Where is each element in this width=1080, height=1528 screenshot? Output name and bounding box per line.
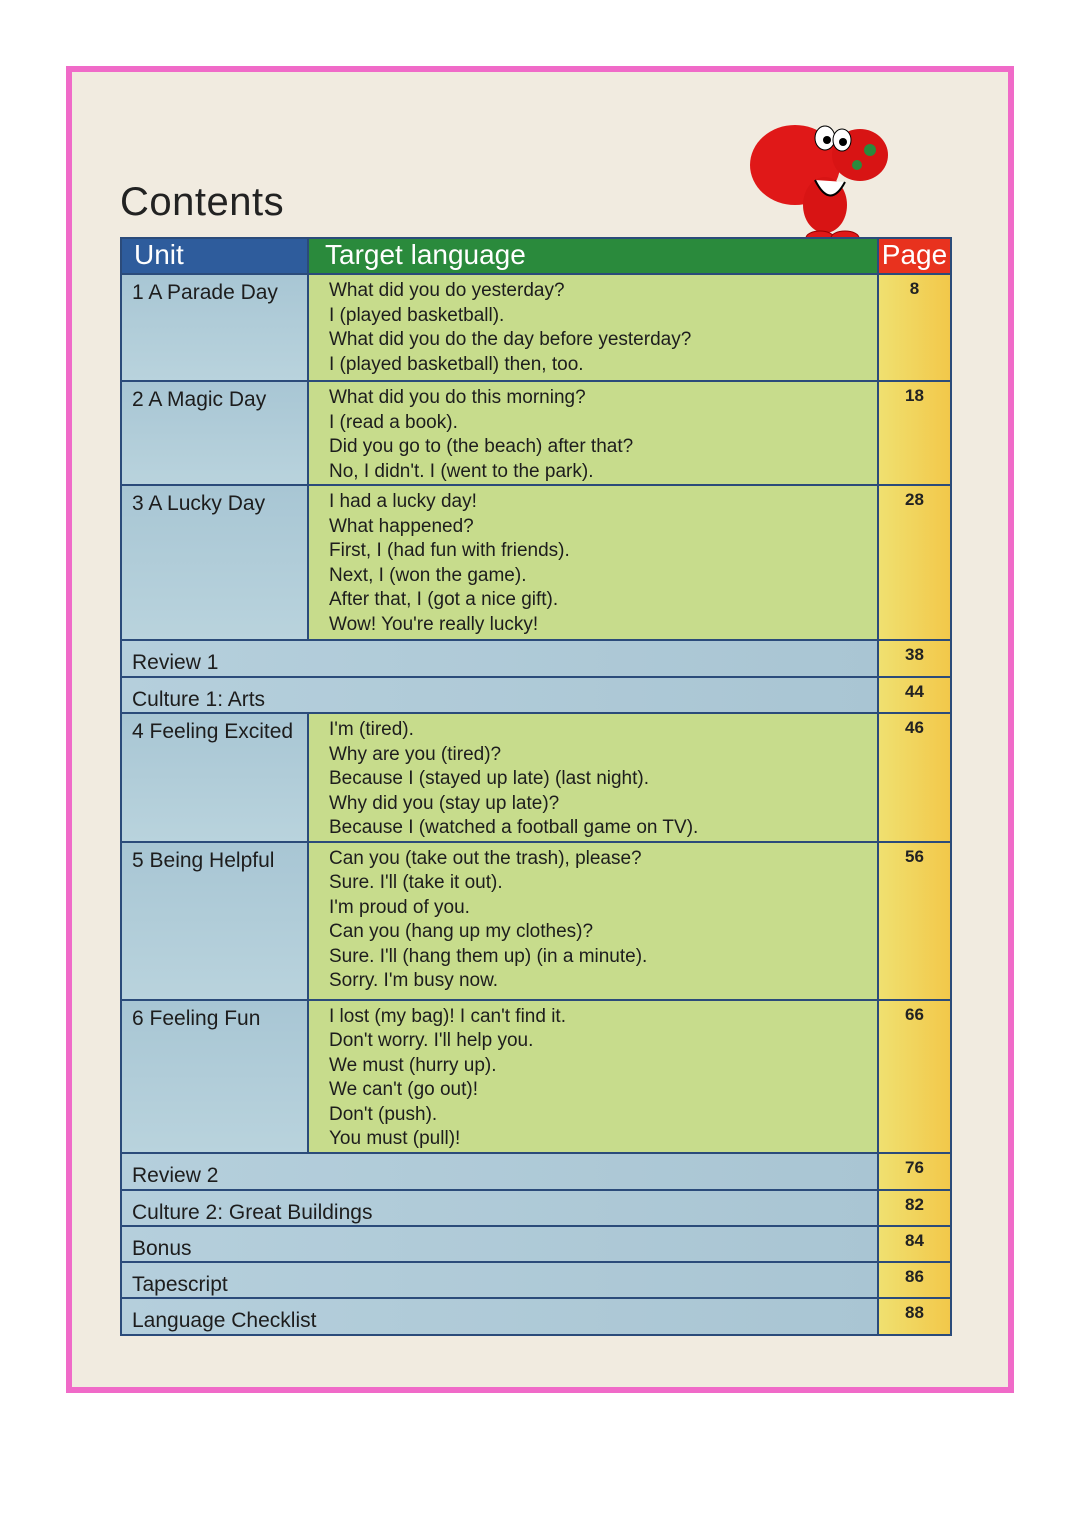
- table-row: [121, 1226, 951, 1262]
- culture-1: Culture 1: Arts: [121, 677, 878, 713]
- header-unit: Unit: [121, 238, 308, 274]
- review-1: Review 1: [121, 640, 878, 677]
- unit-title: 6 Feeling Fun: [121, 1000, 308, 1153]
- page-number: 8: [878, 274, 951, 381]
- header-page: Page: [878, 238, 951, 274]
- table-row: [121, 842, 951, 1000]
- page-number: 84: [878, 1226, 951, 1262]
- page-number: 82: [878, 1190, 951, 1226]
- table-row: [121, 1000, 951, 1153]
- table-row: [121, 1298, 951, 1335]
- target-language: I had a lucky day! What happened? First, I (had fun with friends). Next, I (won the game). After that, I (got a nice gift). Wow! You're really lucky!: [308, 485, 878, 640]
- mascot-illustration: [745, 110, 895, 250]
- table-row: [121, 640, 951, 677]
- unit-title: 5 Being Helpful: [121, 842, 308, 1000]
- target-language: I'm (tired). Why are you (tired)? Because I (stayed up late) (last night). Why did you (stay up late)? Because I (watched a football game on TV).: [308, 713, 878, 842]
- table-row: [121, 677, 951, 713]
- tapescript: Tapescript: [121, 1262, 878, 1298]
- table-row: [121, 274, 951, 381]
- table-row: [121, 1262, 951, 1298]
- target-language: Can you (take out the trash), please? Sure. I'll (take it out). I'm proud of you. Can you (hang up my clothes)? Sure. I'll (hang them up) (in a minute). Sorry. I'm busy now.: [308, 842, 878, 1000]
- page-number: 18: [878, 381, 951, 485]
- page-number: 86: [878, 1262, 951, 1298]
- bonus: Bonus: [121, 1226, 878, 1262]
- page-number: 38: [878, 640, 951, 677]
- page-number: 76: [878, 1153, 951, 1190]
- target-language: I lost (my bag)! I can't find it. Don't worry. I'll help you. We must (hurry up). We can't (go out)! Don't (push). You must (pull)!: [308, 1000, 878, 1153]
- unit-title: 2 A Magic Day: [121, 381, 308, 485]
- language-checklist: Language Checklist: [121, 1298, 878, 1335]
- header-target-language: Target language: [308, 238, 878, 274]
- target-language: What did you do this morning? I (read a book). Did you go to (the beach) after that? No, I didn't. I (went to the park).: [308, 381, 878, 485]
- review-2: Review 2: [121, 1153, 878, 1190]
- unit-title: 1 A Parade Day: [121, 274, 308, 381]
- page-number: 88: [878, 1298, 951, 1335]
- table-header: [121, 238, 951, 274]
- target-language: What did you do yesterday? I (played basketball). What did you do the day before yesterday? I (played basketball) then, too.: [308, 274, 878, 381]
- page-number: 56: [878, 842, 951, 1000]
- page-number: 46: [878, 713, 951, 842]
- table-row: [121, 1190, 951, 1226]
- unit-title: 4 Feeling Excited: [121, 713, 308, 842]
- table-row: [121, 485, 951, 640]
- culture-2: Culture 2: Great Buildings: [121, 1190, 878, 1226]
- page-title: Contents: [120, 180, 285, 224]
- page-number: 66: [878, 1000, 951, 1153]
- page-number: 28: [878, 485, 951, 640]
- table-row: [121, 713, 951, 842]
- table-row: [121, 381, 951, 485]
- table-row: [121, 1153, 951, 1190]
- page-number: 44: [878, 677, 951, 713]
- contents-table: [120, 237, 952, 1336]
- unit-title: 3 A Lucky Day: [121, 485, 308, 640]
